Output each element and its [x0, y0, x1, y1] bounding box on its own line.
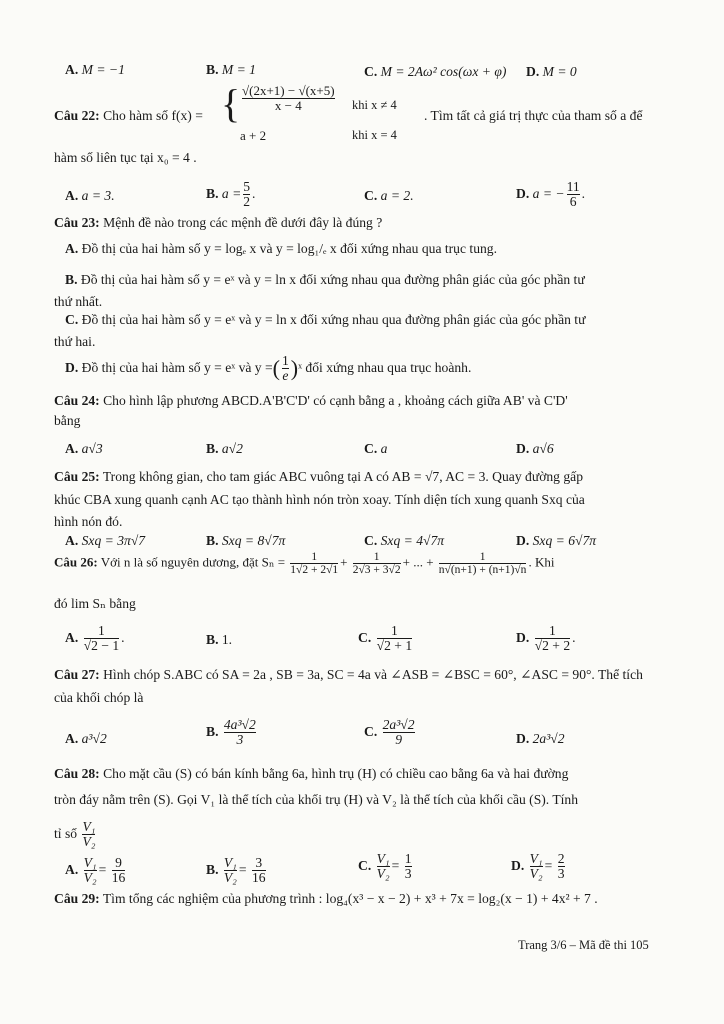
q22-stem-post: . Tìm tất cả giá trị thực của tham số a để: [424, 108, 643, 123]
q23-option-c: C. Đồ thị của hai hàm số y = eˣ và y = ln x đối xứng nhau qua đường phân giác của góc phần tư: [65, 312, 586, 327]
q26-option-a: A. $\frac{1}{√2 - 1}$ .: [65, 623, 125, 654]
q24-option-d: D. a√6: [516, 441, 554, 456]
q27-option-a: A. a³√2: [65, 731, 107, 746]
q23-option-b: B. Đồ thị của hai hàm số y = eˣ và y = ln x đối xứng nhau qua đường phân giác của góc phần tư: [65, 272, 585, 287]
q26-stem: Câu 26: Với n là số nguyên dương, đặt Sₙ = $\frac{1}{1√2 + 2√1}$ + $\frac{1}{2√3 + 3√2}$ + ... + $\frac{1}{n√(n+1) + (n+1)√n}$ . Khi: [54, 551, 555, 577]
q28-stem-line3: tỉ số $\frac{\text{V₁}}{\text{V₂}}$: [54, 819, 96, 850]
q23-stem: Câu 23: Mệnh đề nào trong các mệnh đề dưới đây là đúng ?: [54, 215, 383, 230]
q24-stem: Câu 24: Cho hình lập phương ABCD.A'B'C'D' có cạnh bằng a , khoảng cách giữa AB' và C'D': [54, 393, 568, 408]
q21-option-c: C. M = 2Aω² cos(ωx + φ): [364, 64, 507, 79]
q28-option-a: A. $\frac{\text{V₁}}{\text{V₂}}$ = $\frac{9}{16}$: [65, 855, 126, 886]
q22-option-b: B. a = $\frac{5}{2}$ .: [206, 179, 256, 210]
q25-option-d: D. Sxq = 6√7π: [516, 533, 597, 548]
q26-option-c: C. $\frac{1}{√2 + 1}$: [358, 623, 413, 654]
q26-option-b: B. 1.: [206, 632, 233, 647]
q29-stem: Câu 29: Tìm tổng các nghiệm của phương trình : log₄(x³ − x − 2) + x³ + 7x = log₂(x − 1) + 4x² + 7 .: [54, 891, 598, 906]
q24-option-a: A. a√3: [65, 441, 103, 456]
q22-brace: {: [221, 81, 241, 126]
q21-option-d: D. M = 0: [526, 64, 577, 79]
q22-case1-cond: khi x ≠ 4: [352, 98, 397, 112]
q25-option-c: C. Sxq = 4√7π: [364, 533, 445, 548]
q23-option-d: D. Đồ thị của hai hàm số y = eˣ và y =( $\frac{1}{e}$ )ˣ đối xứng nhau qua trục hoành.: [65, 353, 472, 384]
q26-option-d: D. $\frac{1}{√2 + 2}$ .: [516, 623, 576, 654]
q21-option-b: B. M = 1: [206, 62, 256, 77]
q23-option-c-cont: thứ hai.: [54, 334, 96, 349]
q26-stem-line2: đó lim Sₙ bằng: [54, 596, 136, 611]
q22-stem-line2: hàm số liên tục tại x₀ = 4 .: [54, 150, 197, 165]
q22-case2-cond: khi x = 4: [352, 128, 397, 142]
q25-stem-line2: khúc CBA xung quanh cạnh AC tạo thành hình nón tròn xoay. Tính diện tích xung quanh Sxq của: [54, 492, 585, 507]
q25-stem-line3: hình nón đó.: [54, 514, 123, 529]
q22-stem: Câu 22: Cho hàm số f(x) =: [54, 108, 203, 123]
q22-option-a: A. a = 3.: [65, 188, 115, 203]
q28-option-d: D. $\frac{\text{V₁}}{\text{V₂}}$ = $\frac{2}{3}$: [511, 851, 565, 882]
q23-option-b-cont: thứ nhất.: [54, 294, 103, 309]
q24-option-c: C. a: [364, 441, 388, 456]
q28-option-b: B. $\frac{\text{V₁}}{\text{V₂}}$ = $\frac{3}{16}$: [206, 855, 266, 886]
q27-stem-line2: của khối chóp là: [54, 690, 144, 705]
q25-option-b: B. Sxq = 8√7π: [206, 533, 286, 548]
q25-stem: Câu 25: Trong không gian, cho tam giác ABC vuông tại A có AB = √7, AC = 3. Quay đường gấp: [54, 469, 583, 484]
q27-stem: Câu 27: Hình chóp S.ABC có SA = 2a , SB = 3a, SC = 4a và ∠ASB = ∠BSC = 60°, ∠ASC = 90°. Thể tích: [54, 667, 643, 682]
q22-option-d: D. a = − $\frac{11}{6}$ .: [516, 179, 586, 210]
q24-option-b: B. a√2: [206, 441, 243, 456]
q22-option-c: C. a = 2.: [364, 188, 414, 203]
q27-option-d: D. 2a³√2: [516, 731, 565, 746]
q28-option-c: C. $\frac{\text{V₁}}{\text{V₂}}$ = $\frac{1}{3}$: [358, 851, 412, 882]
q28-stem: Câu 28: Cho mặt cầu (S) có bán kính bằng 6a, hình trụ (H) có chiều cao bằng 6a và hai đường: [54, 766, 569, 781]
q22-case1: $\frac{√(2x+1) - √(x+5)}{x - 4}$: [242, 83, 335, 113]
q22-case2: a + 2: [240, 128, 267, 143]
q23-option-a: A. Đồ thị của hai hàm số y = logₑ x và y = log₁/ₑ x đối xứng nhau qua trục tung.: [65, 241, 497, 256]
q21-option-a: A. M = −1: [65, 62, 125, 77]
q24-stem-cont: bằng: [54, 413, 81, 428]
q28-stem-line2: tròn đáy nằm trên (S). Gọi V₁ là thể tích của khối trụ (H) và V₂ là thể tích của khối cầu (S). Tính: [54, 792, 579, 807]
q25-option-a: A. Sxq = 3π√7: [65, 533, 146, 548]
page-footer: Trang 3/6 – Mã đề thi 105: [518, 938, 649, 952]
q27-option-b: B. $\frac{\text{4a³√2}}{3}$: [206, 717, 256, 748]
q27-option-c: C. $\frac{\text{2a³√2}}{9}$: [364, 717, 415, 748]
